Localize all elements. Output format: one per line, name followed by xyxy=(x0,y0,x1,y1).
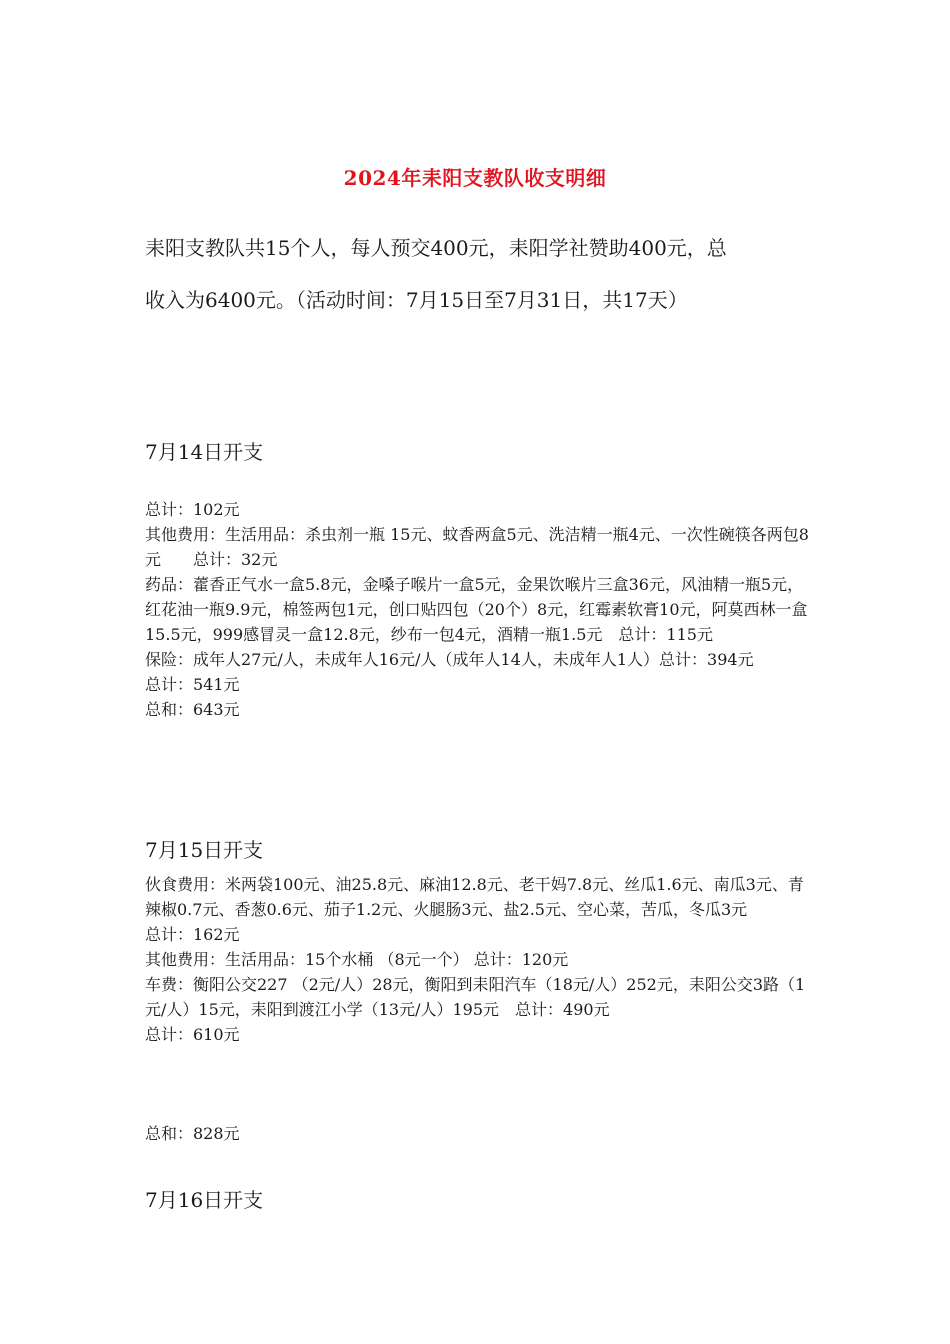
day-15-line: 总计：610元 xyxy=(145,1025,240,1044)
day-14-line: 保险：成年人27元/人，未成年人16元/人（成年人14人，未成年人1人）总计：394元 xyxy=(145,650,754,669)
day-14-line: 总和：643元 xyxy=(145,700,240,719)
day-14-line: 药品：藿香正气水一盒5.8元，金嗓子喉片一盒5元，金果饮喉片三盒36元，风油精一瓶5元，红花油一瓶9.9元，棉签两包1元，创口贴四包（20个）8元，红霉素软膏10元，阿莫西林一盒15.5元，999感冒灵一盒12.8元，纱布一包4元，酒精一瓶1.5元 总计：115元 xyxy=(145,575,808,644)
day-15-line: 车费：衡阳公交227 （2元/人）28元，衡阳到耒阳汽车（18元/人）252元，耒阳公交3路（1元/人）15元，耒阳到渡江小学（13元/人）195元 总计：490元 xyxy=(145,975,806,1019)
day-15-grand-total: 总和：828元 xyxy=(145,1124,240,1143)
intro-line-1: 耒阳支教队共15个人，每人预交400元，耒阳学社赞助400元，总 xyxy=(145,236,727,260)
day-14-line: 总计：541元 xyxy=(145,675,240,694)
day-14-line: 其他费用：生活用品：杀虫剂一瓶 15元、蚊香两盒5元、洗洁精一瓶4元、一次性碗筷各两包8元 总计：32元 xyxy=(145,525,809,569)
day-16-heading: 7月16日开支 xyxy=(145,1188,264,1212)
day-15-heading: 7月15日开支 xyxy=(145,838,264,862)
day-14-details xyxy=(145,497,810,722)
document-title: 2024年耒阳支教队收支明细 xyxy=(343,166,607,190)
day-15-details xyxy=(145,872,810,1047)
intro-paragraph xyxy=(145,222,815,326)
day-14-heading: 7月14日开支 xyxy=(145,440,264,464)
day-14-line: 总计：102元 xyxy=(145,500,240,519)
intro-line-2: 收入为6400元。（活动时间：7月15日至7月31日，共17天） xyxy=(145,288,688,312)
day-15-line: 其他费用：生活用品：15个水桶 （8元一个） 总计：120元 xyxy=(145,950,569,969)
day-15-line: 总计：162元 xyxy=(145,925,240,944)
day-15-line: 伙食费用：米两袋100元、油25.8元、麻油12.8元、老干妈7.8元、丝瓜1.6元、南瓜3元、青辣椒0.7元、香葱0.6元、茄子1.2元、火腿肠3元、盐2.5元、空心菜，苦瓜，冬瓜3元 xyxy=(145,875,804,919)
